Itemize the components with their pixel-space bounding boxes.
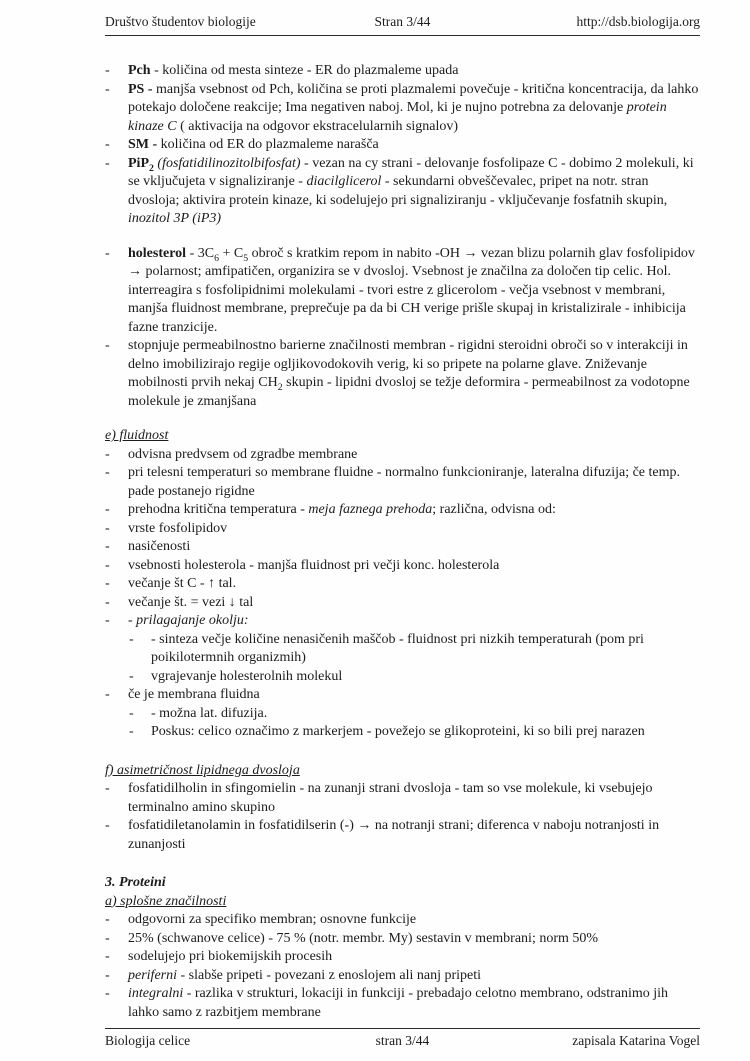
bullet-dash: - bbox=[105, 949, 110, 964]
header-organization: Društvo študentov biologije bbox=[105, 14, 256, 29]
text-segment: + C bbox=[218, 245, 244, 261]
list-item-text bbox=[128, 594, 700, 613]
text-segment: vrste fosfolipidov bbox=[128, 520, 228, 536]
header-url: http://dsb.biologija.org bbox=[576, 14, 700, 29]
list-item bbox=[105, 967, 700, 986]
list-item bbox=[105, 930, 700, 949]
list-item-text bbox=[128, 686, 700, 705]
section-heading bbox=[105, 874, 700, 893]
list-item-text bbox=[128, 817, 700, 854]
list-item-text bbox=[128, 780, 700, 817]
page-footer bbox=[105, 1028, 700, 1049]
list-item-text bbox=[128, 612, 700, 631]
list-item bbox=[105, 575, 700, 594]
text-segment: vgrajevanje holesterolnih molekul bbox=[151, 668, 343, 684]
text-segment: če je membrana fluidna bbox=[128, 687, 260, 702]
text-segment: prehodna kritična temperatura - bbox=[128, 502, 309, 517]
list-item bbox=[105, 446, 700, 465]
bullet-dash: - bbox=[105, 520, 110, 536]
bullet-dash: - bbox=[105, 502, 110, 517]
section-heading bbox=[105, 762, 700, 781]
bullet-dash: - bbox=[129, 631, 134, 647]
text-segment: holesterol bbox=[128, 245, 187, 261]
text-segment: fosfatidiletanolamin in fosfatidilserin (-) → na notranji strani; diferenca v naboju notranjosti in zunanjosti bbox=[128, 818, 660, 852]
text-segment: manjša vsebnost od Pch, količina se proti plazmalemi povečuje - kritična koncentracija, da lahko potekajo določene reakcije; Ima negativen naboj. Mol, ki je nujno potrebna za delovanje bbox=[128, 81, 699, 115]
text-segment: (fosfatidilinozitolbifosfat) bbox=[157, 155, 301, 171]
text-segment: Pch bbox=[128, 63, 151, 78]
text-segment: 5 bbox=[243, 252, 249, 264]
text-segment: - sekundarni obveščevalec, pripet na notr. stran dvosloja; aktivira protein kinaze, ki sodelujejo pri signaliziranju - vključevanje fosfatnih skupin, bbox=[128, 174, 668, 208]
list-item-text bbox=[128, 930, 700, 949]
list-item-text bbox=[128, 967, 700, 986]
list-item bbox=[105, 686, 700, 705]
list-item-text bbox=[128, 911, 700, 930]
text-segment: - bbox=[128, 613, 137, 628]
paragraph-spacer bbox=[105, 411, 700, 427]
list-item-text bbox=[128, 575, 700, 594]
list-item-text bbox=[151, 668, 700, 687]
text-segment: skupin - lipidni dvosloj se težje deformira - permeabilnost za vodotopne molekule je zmanjšana bbox=[128, 375, 690, 409]
list-item-text bbox=[151, 705, 700, 724]
bullet-dash: - bbox=[105, 576, 110, 591]
footer-author: zapisala Katarina Vogel bbox=[572, 1033, 700, 1048]
text-segment: sodelujejo pri biokemijskih procesih bbox=[128, 949, 333, 964]
list-item bbox=[105, 612, 700, 631]
text-segment: prilagajanje okolju: bbox=[136, 613, 249, 628]
text-segment: 6 bbox=[214, 252, 219, 264]
text-segment: - vezan na cy strani - delovanje fosfolipaze C - dobimo 2 molekuli, ki se vključujeta v signaliziranje - bbox=[128, 155, 694, 189]
section-heading bbox=[105, 893, 700, 912]
list-item bbox=[105, 538, 700, 557]
text-segment: f) asimetričnost lipidnega dvosloja bbox=[105, 762, 300, 778]
text-segment: 2 bbox=[149, 162, 154, 174]
footer-course-title: Biologija celice bbox=[105, 1033, 191, 1048]
bullet-dash: - bbox=[129, 705, 134, 721]
text-segment: - slabše pripeti - povezani z enoslojem ali nanj pripeti bbox=[177, 967, 482, 983]
header-page-number: Stran 3/44 bbox=[374, 14, 431, 29]
list-item bbox=[129, 668, 700, 687]
list-item-text bbox=[128, 501, 700, 520]
bullet-dash: - bbox=[105, 613, 110, 628]
text-segment: - možna lat. difuzija. bbox=[151, 705, 268, 721]
text-segment: odvisna predvsem od zgradbe membrane bbox=[128, 446, 358, 462]
list-item bbox=[105, 245, 700, 338]
bullet-dash: - bbox=[105, 781, 110, 796]
text-segment: e) fluidnost bbox=[105, 428, 169, 443]
text-segment: nasičenosti bbox=[128, 539, 191, 554]
paragraph-spacer bbox=[105, 742, 700, 762]
text-segment: - 3C bbox=[186, 245, 215, 261]
text-segment: periferni bbox=[128, 967, 177, 983]
list-item-text bbox=[128, 337, 700, 411]
list-item-text bbox=[128, 464, 700, 501]
text-segment: obroč s kratkim repom in nabito -OH → vezan blizu polarnih glav fosfolipidov → polarnost; amfipatičen, organizira se v dvosloj. Vsebnost je značilna za določen tip celic. Hol. interreagira s fosfolipidnimi molekulami - tvori estre z glicerolom - večja vsebnost v membrani, manjša fluidnost membrane, preprečuje pa da bi CH verige prišle skupaj in kristalizirale - inhibicija fazne tranzicije. bbox=[128, 245, 695, 335]
text-segment: - sinteza večje količine nenasičenih maščob - fluidnost pri nizkih temperaturah (pom pri poikilotermnih organizmih) bbox=[151, 631, 644, 665]
text-segment: integralni bbox=[128, 986, 184, 1001]
bullet-dash: - bbox=[105, 245, 110, 261]
list-item-text bbox=[128, 538, 700, 557]
text-segment: odgovorni za specifiko membran; osnovne funkcije bbox=[128, 912, 417, 927]
text-segment: stopnjuje permeabilnostno barierne značilnosti membran - rigidni steroidni obroči so v interakciji in delno imobilizirajo regije ogljikovodokovih verig, ki so pripete na polarne glave. Zniževanje mobilnosti prvih nekaj CH bbox=[128, 338, 688, 390]
bullet-dash: - bbox=[129, 668, 134, 684]
text-segment: 3. Proteini bbox=[105, 875, 166, 890]
text-segment: večanje št C - ↑ tal. bbox=[128, 576, 237, 591]
text-segment: diacilglicerol bbox=[306, 174, 382, 189]
text-segment: ( aktivacija na odgovor ekstracelularnih signalov) bbox=[176, 118, 459, 134]
list-item bbox=[105, 501, 700, 520]
bullet-dash: - bbox=[105, 539, 110, 554]
list-item-text bbox=[128, 155, 700, 229]
page-header bbox=[105, 14, 700, 36]
text-segment: - razlika v strukturi, lokaciji in funkciji - prebadajo celotno membrano, odstranimo jih lahko samo z razbitjem membrane bbox=[128, 986, 669, 1020]
list-item bbox=[105, 62, 700, 81]
text-segment: inozitol 3P (iP3) bbox=[128, 211, 222, 226]
list-item bbox=[105, 337, 700, 411]
list-item bbox=[129, 723, 700, 742]
list-item-text bbox=[128, 520, 700, 539]
bullet-dash: - bbox=[105, 594, 110, 610]
document-body bbox=[105, 62, 700, 1022]
list-item bbox=[105, 464, 700, 501]
text-segment: količina od ER do plazmaleme narašča bbox=[160, 137, 379, 152]
text-segment: PiP bbox=[128, 155, 149, 171]
list-item bbox=[105, 780, 700, 817]
paragraph-spacer bbox=[105, 854, 700, 874]
list-item-text bbox=[128, 62, 700, 81]
list-item bbox=[105, 557, 700, 576]
bullet-dash: - bbox=[105, 137, 110, 152]
list-item-text bbox=[128, 81, 700, 137]
bullet-dash: - bbox=[105, 967, 110, 983]
list-item bbox=[105, 155, 700, 229]
list-item bbox=[105, 136, 700, 155]
list-item bbox=[105, 520, 700, 539]
list-item-text bbox=[128, 948, 700, 967]
bullet-dash: - bbox=[105, 986, 110, 1001]
text-segment: ; različna, odvisna od: bbox=[432, 502, 556, 517]
list-item bbox=[105, 948, 700, 967]
list-item bbox=[105, 911, 700, 930]
list-item-text bbox=[128, 446, 700, 465]
list-item-text bbox=[128, 985, 700, 1022]
list-item-text bbox=[128, 136, 700, 155]
list-item bbox=[129, 705, 700, 724]
text-segment: 25% (schwanove celice) - 75 % (notr. membr. My) sestavin v membrani; norm 50% bbox=[128, 930, 599, 946]
bullet-dash: - bbox=[105, 465, 110, 480]
bullet-dash: - bbox=[105, 930, 110, 946]
text-segment: meja faznega prehoda bbox=[308, 502, 433, 517]
text-segment: fosfatidilholin in sfingomielin - na zunanji strani dvosloja - tam so vse molekule, ki vsebujejo terminalno amino skupino bbox=[128, 781, 653, 815]
text-segment: vsebnosti holesterola - manjša fluidnost pri večji konc. holesterola bbox=[128, 557, 500, 573]
text-segment: - količina od mesta sinteze - ER do plazmaleme upada bbox=[150, 63, 459, 78]
text-segment: PS - bbox=[128, 81, 156, 97]
bullet-dash: - bbox=[105, 557, 110, 573]
bullet-dash: - bbox=[105, 81, 110, 97]
bullet-dash: - bbox=[129, 724, 134, 739]
list-item bbox=[105, 81, 700, 137]
bullet-dash: - bbox=[105, 63, 110, 78]
list-item bbox=[105, 817, 700, 854]
list-item bbox=[105, 985, 700, 1022]
text-segment: a) splošne značilnosti bbox=[105, 893, 227, 909]
list-item-text bbox=[151, 631, 700, 668]
bullet-dash: - bbox=[105, 338, 110, 353]
list-item bbox=[105, 594, 700, 613]
text-segment: SM - bbox=[128, 137, 161, 152]
list-item-text bbox=[128, 557, 700, 576]
text-segment: pri telesni temperaturi so membrane fluidne - normalno funkcioniranje, lateralna difuzija; če temp. pade postanejo rigidne bbox=[128, 465, 681, 499]
list-item-text bbox=[128, 245, 700, 338]
bullet-dash: - bbox=[105, 687, 110, 702]
text-segment: 2 bbox=[277, 381, 283, 393]
section-heading bbox=[105, 427, 700, 446]
bullet-dash: - bbox=[105, 912, 110, 927]
bullet-dash: - bbox=[105, 818, 110, 833]
text-segment: protein kinaze C bbox=[128, 100, 667, 134]
footer-page-number: stran 3/44 bbox=[375, 1033, 430, 1048]
paragraph-spacer bbox=[105, 229, 700, 245]
text-segment: Poskus: celico označimo z markerjem - povežejo se glikoproteini, ki so bili prej narazen bbox=[151, 724, 645, 739]
text-segment: večanje št. = vezi ↓ tal bbox=[128, 594, 254, 610]
list-item-text bbox=[151, 723, 700, 742]
list-item bbox=[129, 631, 700, 668]
bullet-dash: - bbox=[105, 446, 110, 462]
bullet-dash: - bbox=[105, 155, 110, 171]
